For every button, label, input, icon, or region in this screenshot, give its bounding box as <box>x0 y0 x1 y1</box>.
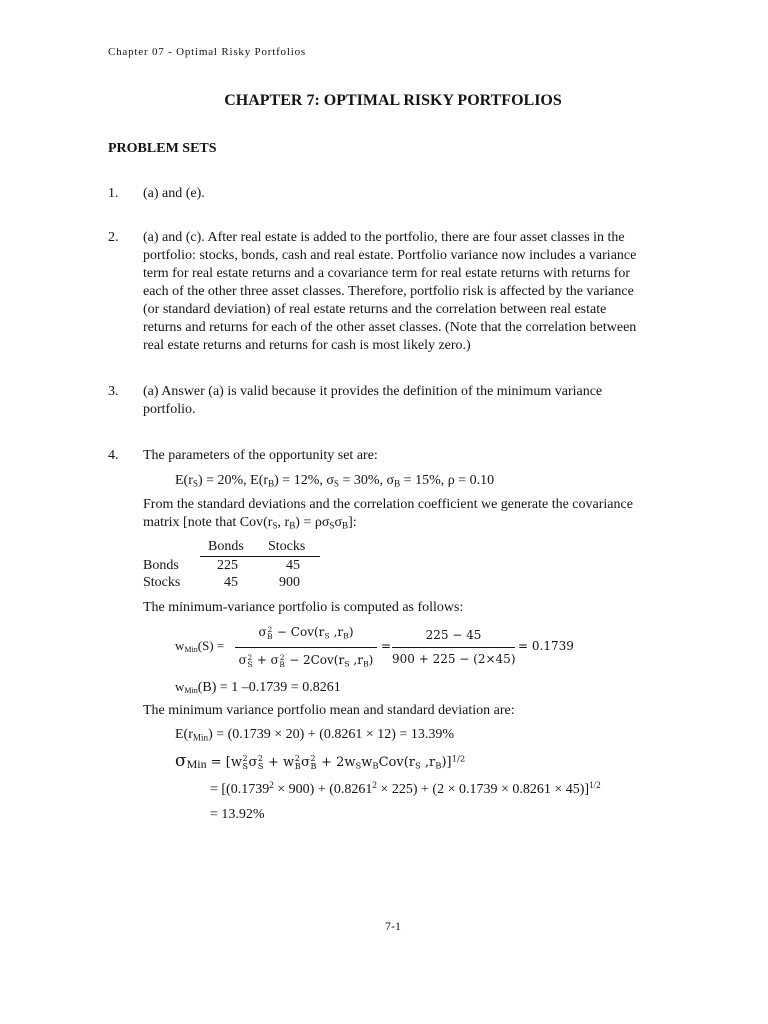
math-text: × 900) + (0.8261 <box>273 782 373 797</box>
math-text: w <box>175 679 185 694</box>
math-text: σ <box>258 625 267 639</box>
math-text: matrix [note that Cov(r <box>143 515 273 530</box>
subscript: S <box>324 631 330 641</box>
matrix-cell: 45 <box>224 575 238 590</box>
answer-line: term for real estate returns and a covariance term for real estate returns with returns for <box>143 266 631 281</box>
super-subscript <box>310 755 316 770</box>
opportunity-set-parameters <box>175 472 494 490</box>
math-text: ,r <box>349 653 363 667</box>
super-subscript <box>295 755 301 770</box>
math-text: − 2Cov(r <box>285 653 345 667</box>
text-line: From the standard deviations and the correlation coefficient we generate the covariance <box>143 497 633 512</box>
problem-2-number: 2. <box>108 230 119 245</box>
superscript: 2 <box>372 780 377 790</box>
math-text: + 2w <box>316 755 356 770</box>
subscript: B <box>268 478 275 489</box>
subscript: S <box>415 760 421 771</box>
subscript: B <box>435 760 442 771</box>
math-text: × 225) + (2 × 0.1739 × 0.8261 × 45)] <box>376 782 590 797</box>
subscript: S <box>272 520 278 531</box>
fraction-2-numerator: 225 − 45 <box>425 628 482 642</box>
fraction-1-bar <box>235 647 377 648</box>
math-text: ) = (0.1739 × 20) + (0.8261 × 12) = 13.39% <box>208 727 455 742</box>
math-text: w <box>175 638 185 653</box>
subscript: B <box>267 631 273 641</box>
subscript: S <box>344 659 350 669</box>
problem-2-answer <box>143 229 636 355</box>
min-variance-intro: The minimum-variance portfolio is computed as follows: <box>143 600 464 615</box>
math-text: σ <box>238 653 247 667</box>
subscript: B <box>372 760 379 771</box>
subscript: Min <box>192 732 209 743</box>
subscript: S <box>329 520 335 531</box>
math-text: = 30%, σ <box>338 473 395 488</box>
superscript: 2 <box>310 754 316 764</box>
super-subscript <box>247 654 252 668</box>
math-text: − Cov(r <box>273 625 325 639</box>
matrix-cell: 225 <box>217 558 238 573</box>
w-min-s-label <box>175 637 224 655</box>
portfolio-sd-calculation <box>210 781 601 799</box>
section-heading: PROBLEM SETS <box>108 141 217 156</box>
problem-4-number: 4. <box>108 448 119 463</box>
answer-line: each of the other three asset classes. Therefore, portfolio risk is affected by the variance <box>143 284 634 299</box>
subscript: B <box>289 520 296 531</box>
portfolio-sd-result: = 13.92% <box>210 807 265 822</box>
subscript: Min <box>186 757 207 771</box>
math-text: E(r <box>175 727 193 742</box>
subscript: B <box>279 659 285 669</box>
math-text: Cov(r <box>378 755 415 770</box>
superscript: 2 <box>267 624 273 634</box>
subscript: Min <box>184 686 198 695</box>
fraction-1-denominator <box>235 652 377 668</box>
subscript: S <box>192 478 198 489</box>
math-text: ) <box>348 625 354 639</box>
subscript: B <box>310 761 317 771</box>
math-text: ) = ρσ <box>295 515 330 530</box>
math-text: ]: <box>348 515 357 530</box>
superscript: 2 <box>257 754 263 764</box>
subscript: S <box>247 659 253 669</box>
math-text: + σ <box>252 653 279 667</box>
matrix-cell: 900 <box>279 575 300 590</box>
subscript: B <box>343 631 349 641</box>
fraction-2-bar <box>392 647 515 648</box>
subscript: S <box>333 478 339 489</box>
math-text: + w <box>263 755 295 770</box>
answer-line: (a) and (c). After real estate is added to the portfolio, there are four asset classes in the <box>143 230 625 245</box>
math-text: σ <box>248 755 258 770</box>
subscript: B <box>362 659 369 669</box>
super-subscript <box>267 626 272 640</box>
superscript: 2 <box>247 652 253 662</box>
answer-line: portfolio. <box>143 402 196 417</box>
sigma-symbol: σ <box>175 751 187 771</box>
math-text: , r <box>277 515 290 530</box>
equals-sign: = <box>381 639 392 653</box>
answer-line: real estate returns and returns for cash is most likely zero.) <box>143 338 471 353</box>
running-header: Chapter 07 - Optimal Risky Portfolios <box>108 46 306 58</box>
math-text: E(r <box>175 473 193 488</box>
superscript: 2 <box>242 754 248 764</box>
math-text: ,r <box>420 755 436 770</box>
answer-line: returns and returns for each of the other asset classes. (Note that the correlation between <box>143 320 637 335</box>
math-text: (S) = <box>197 638 225 653</box>
subscript: Min <box>184 645 198 654</box>
portfolio-sd-formula <box>175 750 465 775</box>
math-text: ) = 12%, σ <box>274 473 334 488</box>
problem-1-answer: (a) and (e). <box>143 186 205 201</box>
covariance-intro <box>143 496 633 532</box>
matrix-row-label-stocks: Stocks <box>143 575 181 590</box>
subscript: B <box>341 520 349 531</box>
answer-line: (a) Answer (a) is valid because it provides the definition of the minimum variance <box>143 384 603 399</box>
math-text: = [(0.1739 <box>210 782 270 797</box>
superscript: 1/2 <box>451 753 466 764</box>
problem-3-number: 3. <box>108 384 119 399</box>
math-text: )] <box>441 755 452 770</box>
matrix-cell: 45 <box>286 558 300 573</box>
problem-1-number: 1. <box>108 186 119 201</box>
subscript: B <box>294 761 301 771</box>
math-text: = [w <box>206 755 242 770</box>
superscript: 2 <box>269 780 274 790</box>
page-number: 7-1 <box>385 919 401 933</box>
super-subscript <box>242 755 248 770</box>
mean-sd-intro: The minimum variance portfolio mean and standard deviation are: <box>143 703 515 718</box>
math-text: (B) = 1 –0.1739 = 0.8261 <box>197 680 341 695</box>
subscript: S <box>242 761 248 771</box>
w-min-b-line <box>175 678 341 697</box>
text-line <box>143 514 633 532</box>
fraction-2-denominator: 900 + 225 − (2×45) <box>392 652 516 666</box>
subscript: B <box>394 478 401 489</box>
matrix-column-header-stocks: Stocks <box>268 539 306 554</box>
math-text: σ <box>334 515 342 530</box>
math-text: w <box>361 755 373 770</box>
answer-line: portfolio: stocks, bonds, cash and real estate. Portfolio variance now includes a variance <box>143 248 637 263</box>
chapter-title: CHAPTER 7: OPTIMAL RISKY PORTFOLIOS <box>224 92 562 109</box>
math-text: ,r <box>329 625 344 639</box>
problem-4-intro: The parameters of the opportunity set are: <box>143 448 378 463</box>
matrix-column-header-bonds: Bonds <box>208 539 244 554</box>
superscript: 2 <box>294 754 300 764</box>
super-subscript <box>279 654 284 668</box>
matrix-row-label-bonds: Bonds <box>143 558 179 573</box>
superscript: 2 <box>279 652 285 662</box>
superscript: 1/2 <box>589 780 601 790</box>
math-text: ) <box>368 653 374 667</box>
subscript: S <box>257 761 264 771</box>
fraction-1-numerator <box>235 624 377 640</box>
math-text: σ <box>301 755 310 770</box>
subscript: S <box>355 760 362 771</box>
answer-line: (or standard deviation) of real estate returns and the correlation between real estate <box>143 302 607 317</box>
w-min-s-result: = 0.1739 <box>518 639 574 653</box>
portfolio-mean-line <box>175 726 454 744</box>
problem-3-answer <box>143 383 602 419</box>
super-subscript <box>258 755 264 770</box>
math-text: ) = 20%, E(r <box>197 473 269 488</box>
math-text: = 15%, ρ = 0.10 <box>400 473 495 488</box>
